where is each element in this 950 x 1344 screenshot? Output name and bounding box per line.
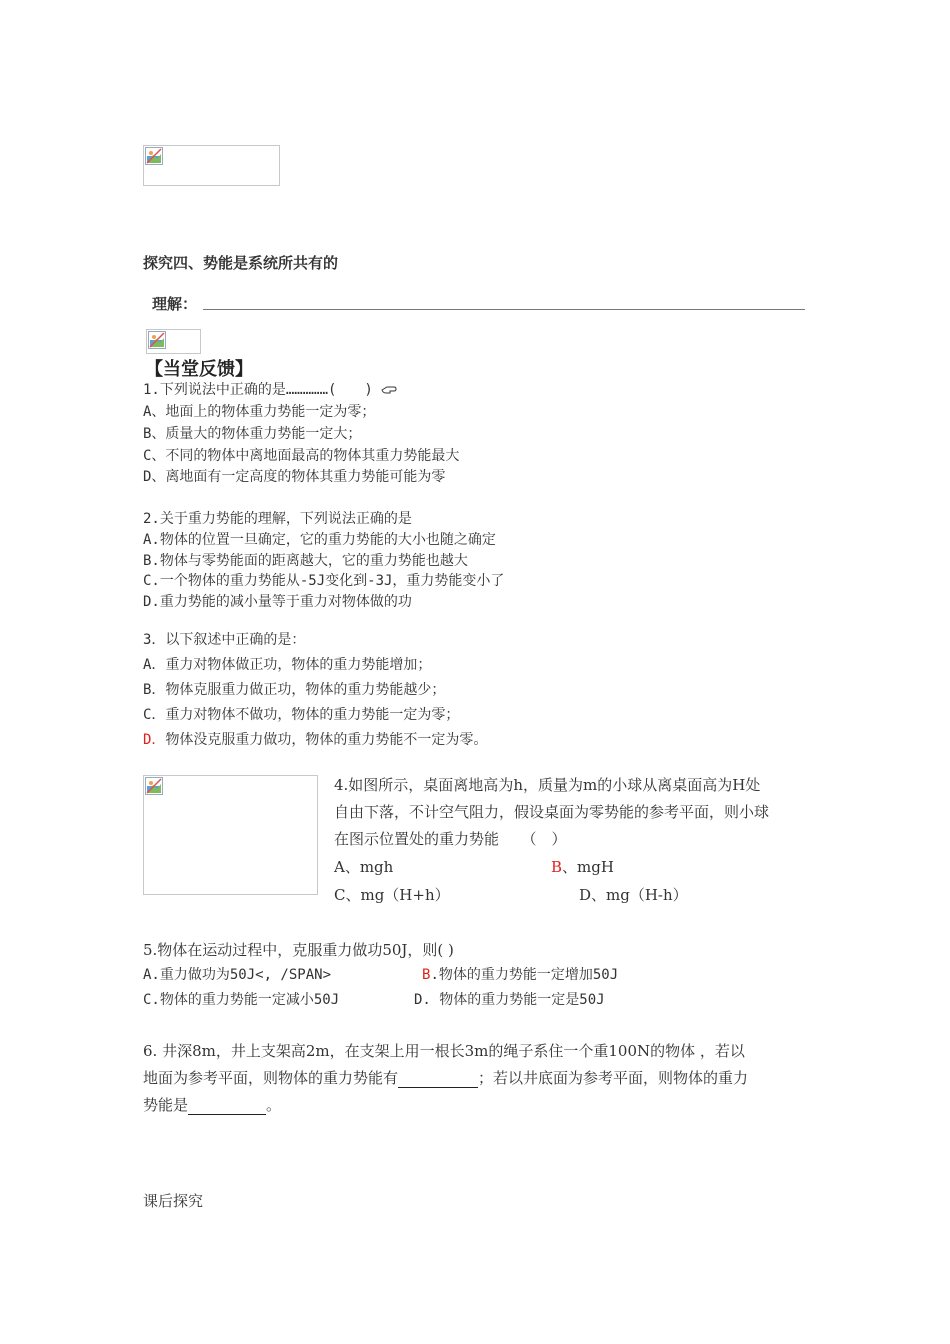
q2-option-b: B.物体与零势能面的距离越大，它的重力势能也越大 [143, 553, 468, 569]
broken-image-icon [145, 147, 163, 165]
q1-option-a: A、地面上的物体重力势能一定为零； [143, 404, 376, 420]
q4-option-b [551, 856, 614, 877]
image-placeholder-small [146, 329, 201, 354]
q1-option-c: C、不同的物体中离地面最高的物体其重力势能最大 [143, 448, 460, 464]
q6-text: 。 [266, 1096, 282, 1114]
q4-option-b-letter: B [551, 858, 563, 876]
q3-option-b [143, 679, 445, 699]
q3-option-letter: A． [143, 657, 166, 673]
q3-option-text: 重力对物体做正功，物体的重力势能增加； [165, 657, 432, 673]
feedback-title: 【当堂反馈】 [145, 359, 253, 380]
q6-text: 势能是 [143, 1096, 189, 1114]
q2-option-d: D.重力势能的减小量等于重力对物体做的功 [143, 594, 412, 610]
q3-option-letter: B． [143, 682, 166, 698]
q3-option-text: 重力对物体不做功，物体的重力势能一定为零； [165, 707, 460, 723]
q5-option-b [422, 964, 618, 984]
answer-blank[interactable] [398, 1069, 478, 1088]
q1-option-b: B、质量大的物体重力势能一定大； [143, 426, 362, 442]
q4-line-3: 在图示位置处的重力势能 （ ） [334, 830, 567, 848]
q4-option-d: D、mg（H-h） [579, 886, 688, 904]
q6-text: 地面为参考平面，则物体的重力势能有 [143, 1069, 399, 1087]
q3-option-text: 物体没克服重力做功，物体的重力势能不一定为零。 [165, 732, 488, 748]
after-class-heading: 课后探究 [143, 1192, 204, 1210]
q3-option-letter: D． [143, 732, 166, 748]
q6-text: ；若以井底面为参考平面，则物体的重力 [478, 1069, 749, 1087]
q4-option-c: C、mg（H+h） [334, 886, 450, 904]
q2-stem: 2.关于重力势能的理解，下列说法正确的是 [143, 511, 412, 527]
q2-option-a: A.物体的位置一旦确定，它的重力势能的大小也随之确定 [143, 532, 496, 548]
q5-option-a: A.重力做功为50J<, /SPAN> [143, 967, 332, 983]
q5-stem: 5.物体在运动过程中，克服重力做功50J，则( ) [143, 941, 454, 959]
q1-stem [143, 379, 397, 399]
q6-line-2 [143, 1067, 748, 1088]
q5-option-c: C.物体的重力势能一定减小50J [143, 992, 340, 1008]
section-title: 探究四、势能是系统所共有的 [143, 254, 339, 272]
broken-image-icon [145, 777, 163, 795]
pointer-hand-icon [381, 384, 397, 396]
q5-option-b-letter: B [422, 967, 431, 983]
answer-line [203, 309, 805, 310]
q4-line-2: 自由下落，不计空气阻力，假设桌面为零势能的参考平面，则小球 [334, 803, 770, 821]
q3-option-d [143, 729, 487, 749]
understanding-label: 理解： [152, 295, 198, 313]
q2-option-c: C.一个物体的重力势能从-5J变化到-3J，重力势能变小了 [143, 573, 505, 589]
q1-stem-text: 1.下列说法中正确的是……………( ) [143, 382, 373, 398]
q3-option-text: 物体克服重力做正功，物体的重力势能越少； [165, 682, 446, 698]
q3-option-c [143, 704, 459, 724]
q4-option-b-text: 、mgH [562, 858, 614, 876]
answer-blank[interactable] [188, 1096, 266, 1115]
q6-line-1: 6. 井深8m，井上支架高2m，在支架上用一根长3m的绳子系住一个重100N的物体 ，若以 [143, 1042, 745, 1060]
q3-option-letter: C． [143, 707, 166, 723]
image-placeholder [143, 145, 280, 186]
figure-placeholder [143, 775, 318, 895]
broken-image-icon [148, 331, 166, 349]
q3-option-a [143, 654, 431, 674]
q3-stem: 3．以下叙述中正确的是： [143, 632, 306, 648]
q1-option-d: D、离地面有一定高度的物体其重力势能可能为零 [143, 469, 446, 485]
q6-line-3 [143, 1094, 281, 1115]
q5-option-b-text: .物体的重力势能一定增加50J [430, 967, 619, 983]
q5-option-d: D. 物体的重力势能一定是50J [414, 992, 605, 1008]
q4-line-1: 4.如图所示，桌面离地高为h，质量为m的小球从离桌面高为H处 [334, 776, 761, 794]
q4-option-a: A、mgh [334, 858, 394, 876]
